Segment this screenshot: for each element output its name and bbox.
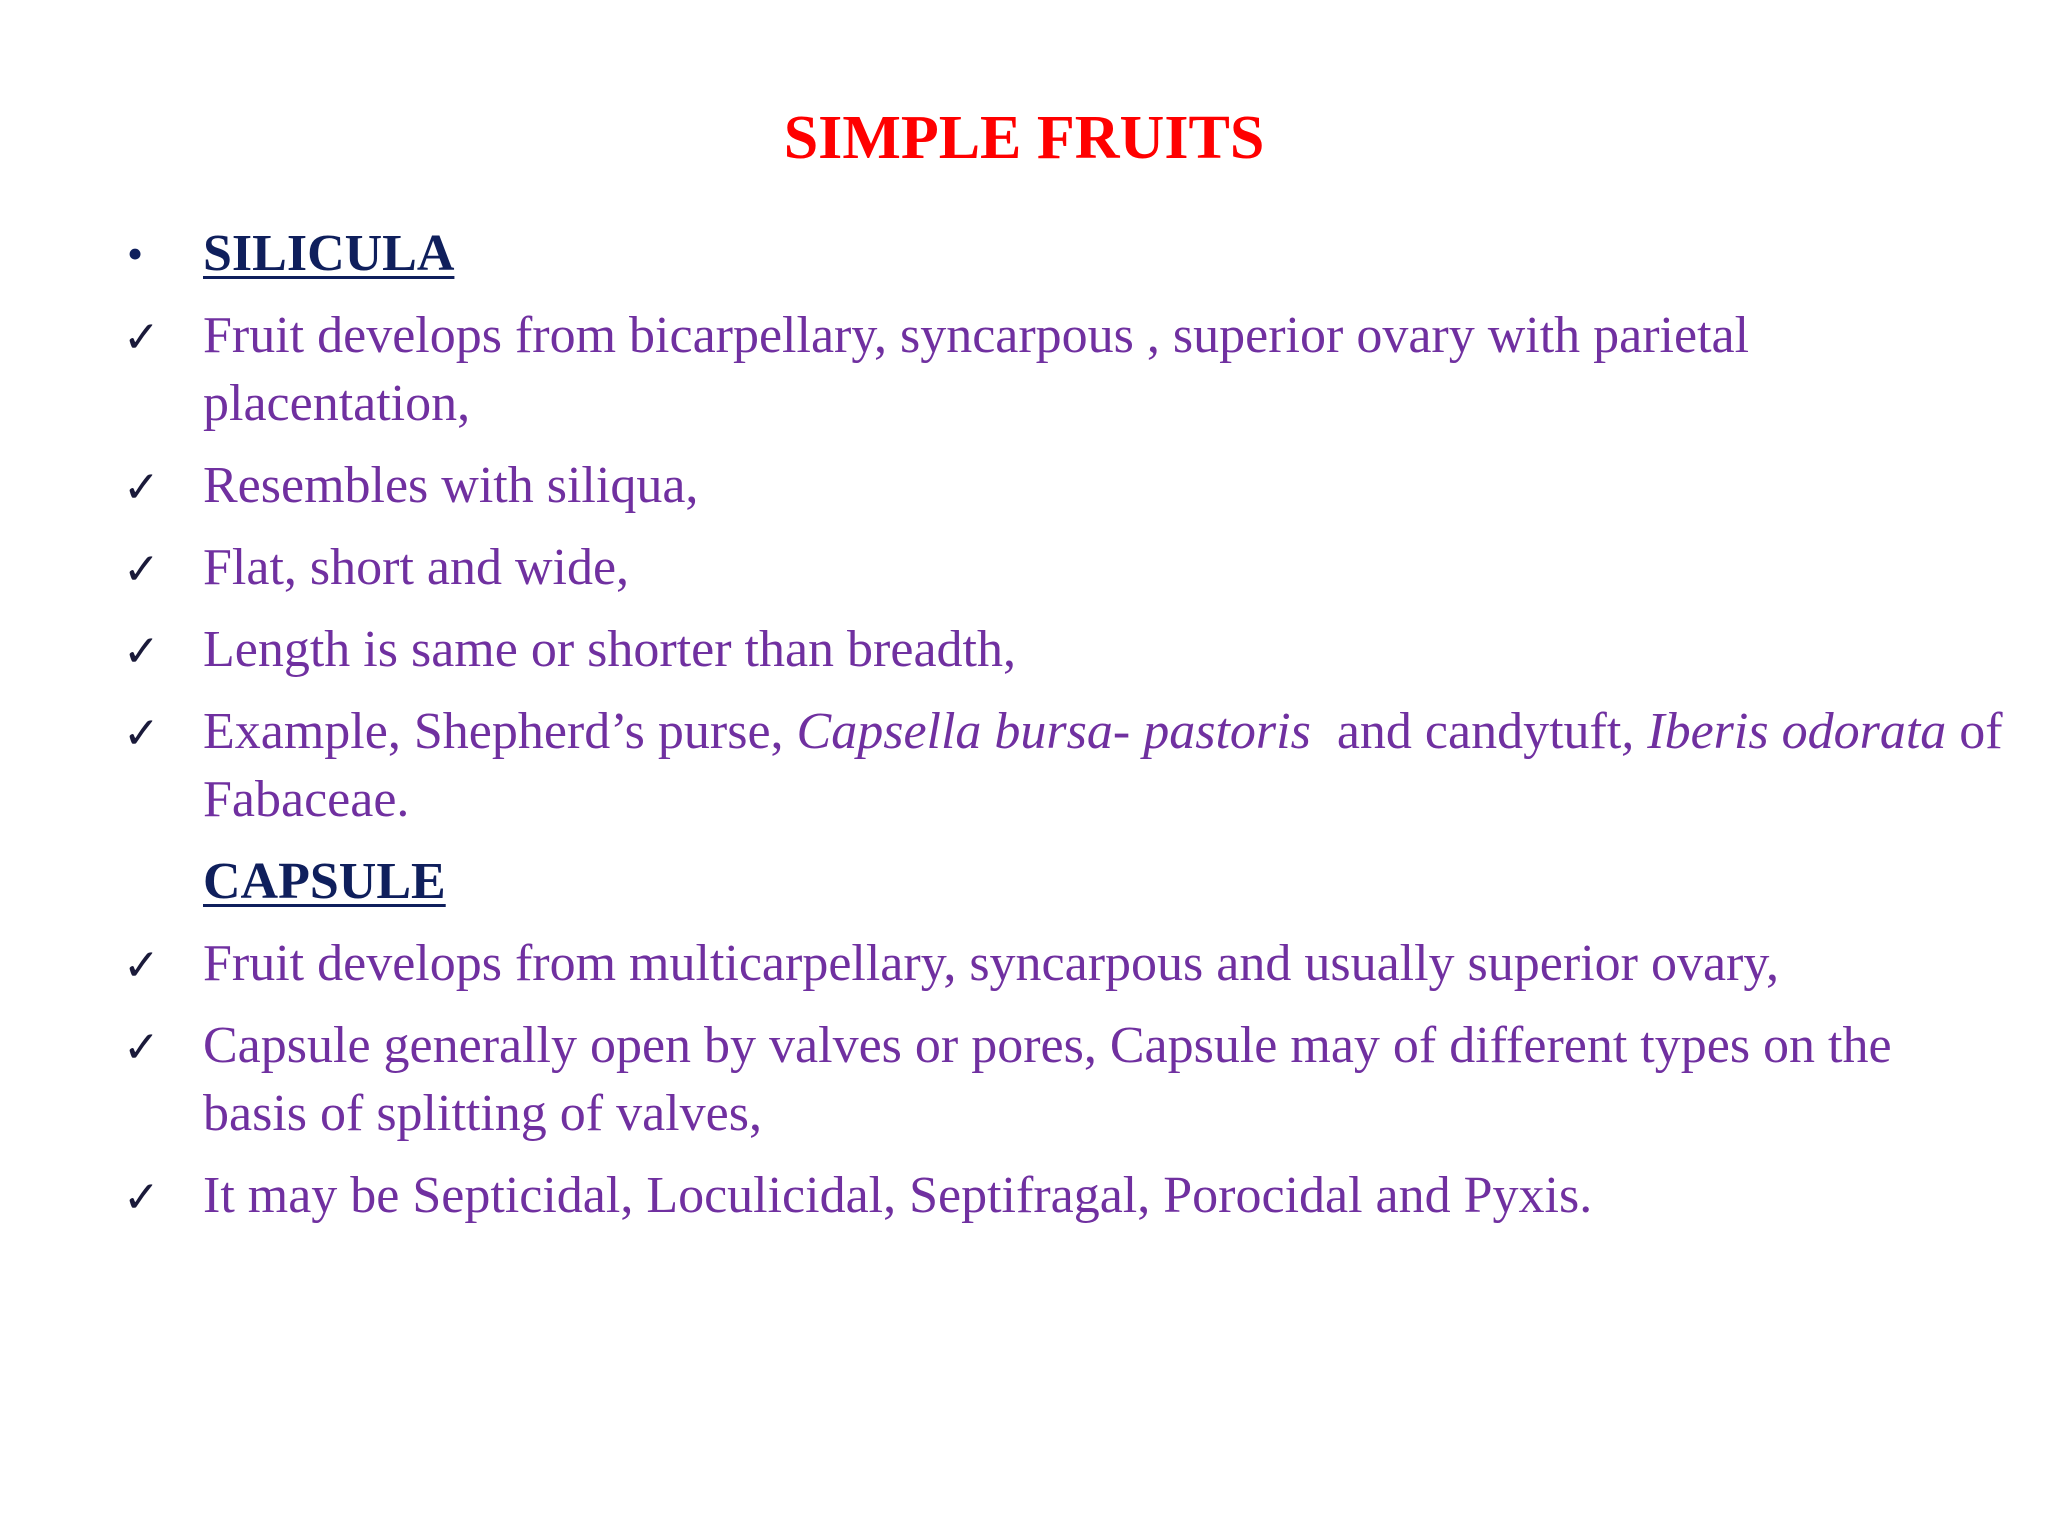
slide-content xyxy=(123,220,2003,1244)
list-item xyxy=(123,534,2003,602)
list-item-text: Fruit develops from multicarpellary, syncarpous and usually superior ovary, xyxy=(203,935,1779,992)
list-item-text: Capsule generally open by valves or pores, Capsule may of different types on the basis of splitting of valves, xyxy=(203,1017,1892,1142)
species-name-capsella: Capsella bursa- pastoris xyxy=(796,703,1311,760)
section-heading-row xyxy=(123,848,2003,916)
list-item-text-part: and candytuft xyxy=(1310,703,1622,760)
list-item-text: It may be Septicidal, Loculicidal, Septifragal, Porocidal and Pyxis. xyxy=(203,1167,1593,1224)
list-item xyxy=(123,698,2003,834)
section-heading-row xyxy=(123,220,2003,288)
check-mark-icon: ✓ xyxy=(123,312,160,363)
list-item xyxy=(123,1012,2003,1148)
list-item-text-part: , xyxy=(1621,703,1648,760)
list-item-text: Fruit develops from bicarpellary, syncarpous , superior ovary with parietal placentation, xyxy=(203,307,1750,432)
list-item-text: Length is same or shorter than breadth, xyxy=(203,621,1016,678)
list-item xyxy=(123,1162,2003,1230)
slide-title: SIMPLE FRUITS xyxy=(783,104,1265,172)
section-heading-capsule: CAPSULE xyxy=(203,853,446,910)
check-mark-icon: ✓ xyxy=(123,544,160,595)
check-mark-icon: ✓ xyxy=(123,626,160,677)
bullet-dot-icon: • xyxy=(127,228,144,279)
list-item-text: Resembles with siliqua, xyxy=(203,457,699,514)
list-item-text-part: of Fabaceae. xyxy=(203,703,2003,828)
list-item xyxy=(123,930,2003,998)
species-name-iberis: Iberis odorata xyxy=(1647,703,1947,760)
check-mark-icon: ✓ xyxy=(123,1172,160,1223)
section-heading-silicula: SILICULA xyxy=(203,225,455,282)
check-mark-icon: ✓ xyxy=(123,708,160,759)
list-item xyxy=(123,616,2003,684)
check-mark-icon: ✓ xyxy=(123,940,160,991)
check-mark-icon: ✓ xyxy=(123,462,160,513)
list-item xyxy=(123,452,2003,520)
list-item xyxy=(123,302,2003,438)
list-item-text-part: Example, Shepherd’s purse, xyxy=(203,703,797,760)
list-item-text: Flat, short and wide, xyxy=(203,539,630,596)
check-mark-icon: ✓ xyxy=(123,1022,160,1073)
